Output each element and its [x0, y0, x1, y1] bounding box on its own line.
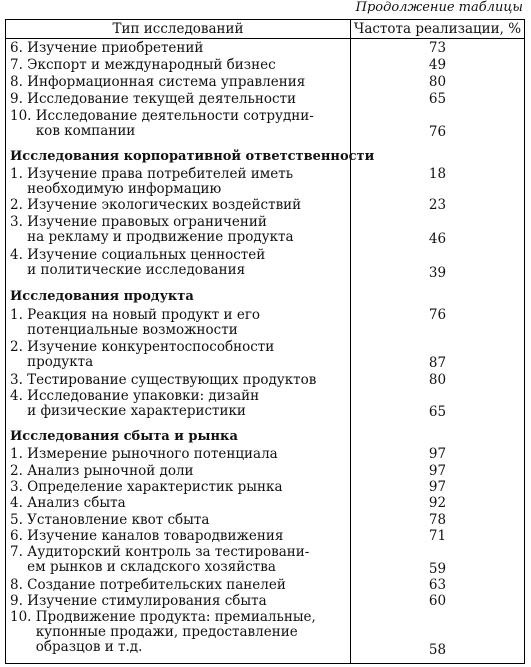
row-value: 59: [428, 561, 447, 577]
row-value: 60: [428, 593, 447, 609]
row-text: 2. Изучение конкурентоспособности продукта: [10, 339, 275, 370]
row-text: 3. Тестирование существующих продуктов: [10, 372, 317, 388]
row-text: 1. Изучение права потребителей иметь необходимую информацию: [10, 166, 294, 197]
table-header: [6, 20, 524, 39]
row-text: 5. Установление квот сбыта: [10, 512, 210, 528]
section-heading: Исследования сбыта и рынка: [10, 429, 238, 444]
row-text: 2. Анализ рыночной доли: [10, 463, 194, 479]
section-heading: Исследования корпоративной ответственности: [10, 149, 375, 164]
research-table: [5, 19, 525, 664]
row-value: 76: [428, 307, 447, 323]
row-text: 10. Исследование деятельности сотрудни- ков компании: [10, 108, 314, 139]
header-type: Тип исследований: [112, 21, 244, 37]
row-value: 71: [428, 528, 447, 544]
row-text: 6. Изучение каналов товародвижения: [10, 528, 284, 544]
row-value: 92: [428, 495, 447, 511]
row-value: 80: [428, 74, 447, 90]
row-text: 4. Исследование упаковки: дизайн и физические характеристики: [10, 388, 260, 419]
row-text: 4. Анализ сбыта: [10, 495, 126, 511]
table-caption: Продолжение таблицы: [355, 0, 523, 15]
row-value: 39: [428, 265, 447, 281]
row-text: 10. Продвижение продукта: премиальные, купонные продажи, предоставление образцов и т.д.: [10, 609, 316, 655]
row-value: 23: [428, 197, 447, 213]
row-value: 46: [428, 231, 447, 247]
row-value: 78: [428, 512, 447, 528]
row-value: 73: [428, 40, 447, 56]
row-value: 65: [428, 404, 447, 420]
row-value: 80: [428, 372, 447, 388]
row-value: 87: [428, 355, 447, 371]
row-text: 9. Исследование текущей деятельности: [10, 91, 297, 107]
row-text: 7. Экспорт и международный бизнес: [10, 57, 276, 73]
row-value: 18: [428, 166, 447, 182]
row-text: 1. Реакция на новый продукт и его потенциальные возможности: [10, 307, 261, 338]
row-value: 58: [428, 642, 447, 658]
row-value: 65: [428, 91, 447, 107]
row-text: 3. Изучение правовых ограничений на рекламу и продвижение продукта: [10, 214, 294, 245]
row-value: 97: [428, 479, 447, 495]
row-text: 9. Изучение стимулирования сбыта: [10, 593, 267, 609]
section-heading: Исследования продукта: [10, 289, 194, 304]
row-text: 2. Изучение экологических воздействий: [10, 197, 302, 213]
row-value: 97: [428, 446, 447, 462]
row-text: 7. Аудиторский контроль за тестировани- ем рынков и складского хозяйства: [10, 544, 310, 575]
row-text: 4. Изучение социальных ценностей и политические исследования: [10, 247, 266, 278]
row-value: 76: [428, 124, 447, 140]
row-text: 1. Измерение рыночного потенциала: [10, 446, 278, 462]
row-text: 8. Создание потребительских панелей: [10, 577, 286, 593]
row-value: 49: [428, 57, 447, 73]
header-frequency: Частота реализации, %: [353, 21, 522, 37]
row-text: 3. Определение характеристик рынка: [10, 479, 283, 495]
row-text: 8. Информационная система управления: [10, 74, 306, 90]
row-value: 97: [428, 463, 447, 479]
row-text: 6. Изучение приобретений: [10, 40, 204, 56]
row-value: 63: [428, 577, 447, 593]
